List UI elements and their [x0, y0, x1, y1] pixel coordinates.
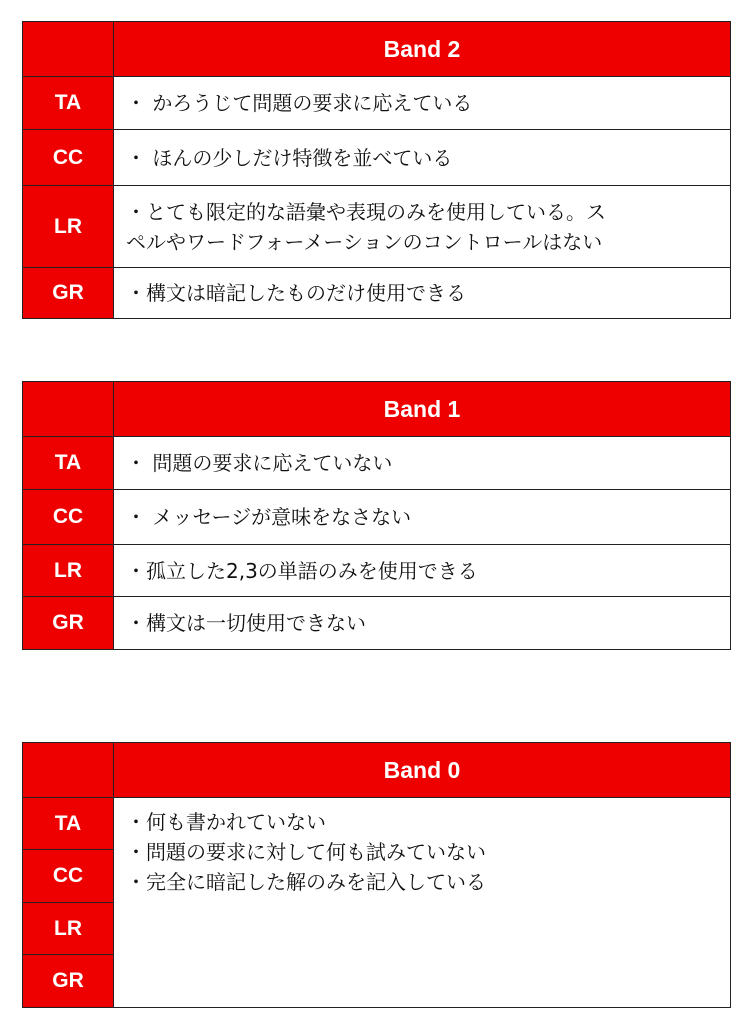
criterion-code: GR	[23, 268, 114, 319]
criterion-code: GR	[23, 955, 114, 1008]
criterion-row-cc	[23, 490, 731, 545]
criterion-code: GR	[23, 597, 114, 650]
criterion-code: LR	[23, 903, 114, 955]
description-line: ・とても限定的な語彙や表現のみを使用している。ス	[126, 199, 606, 224]
band-header-row	[23, 743, 731, 798]
header-empty-cell	[23, 743, 114, 798]
description-line: ペルやワードフォーメーションのコントロールはない	[126, 229, 603, 254]
band-1-table	[22, 381, 731, 650]
criterion-description	[114, 437, 731, 490]
header-empty-cell	[23, 22, 114, 77]
band-2-table	[22, 21, 731, 319]
criterion-row-ta	[23, 798, 731, 850]
criterion-description	[114, 798, 731, 1008]
description-line: ・ かろうじて問題の要求に応えている	[126, 91, 473, 115]
description-line: ・構文は暗記したものだけ使用できる	[126, 281, 466, 305]
criterion-row-ta	[23, 77, 731, 130]
criterion-row-cc	[23, 130, 731, 186]
criterion-description	[114, 597, 731, 650]
description-line: ・問題の要求に対して何も試みていない	[126, 840, 486, 864]
band-0-table	[22, 742, 731, 1008]
band-header-row	[23, 382, 731, 437]
description-line: ・ ほんの少しだけ特徴を並べている	[126, 145, 453, 170]
criterion-code: TA	[23, 798, 114, 850]
band-title: Band 1	[114, 382, 731, 437]
description-line: ・ メッセージが意味をなさない	[126, 505, 412, 529]
criterion-description	[114, 268, 731, 319]
description-line: ・構文は一切使用できない	[126, 611, 366, 635]
criterion-code: CC	[23, 490, 114, 545]
description-line: ・孤立した2,3の単語のみを使用できる	[126, 558, 478, 583]
criterion-row-ta	[23, 437, 731, 490]
criterion-row-lr	[23, 186, 731, 268]
criterion-description	[114, 130, 731, 186]
band-title: Band 0	[114, 743, 731, 798]
header-empty-cell	[23, 382, 114, 437]
criterion-description	[114, 186, 731, 268]
criterion-description	[114, 490, 731, 545]
criterion-code: LR	[23, 545, 114, 597]
description-line: ・完全に暗記した解のみを記入している	[126, 870, 486, 894]
criterion-description	[114, 77, 731, 130]
description-line: ・何も書かれていない	[126, 810, 326, 834]
criterion-code: CC	[23, 130, 114, 186]
criterion-description	[114, 545, 731, 597]
description-line: ・ 問題の要求に応えていない	[126, 451, 393, 475]
criterion-row-gr	[23, 597, 731, 650]
criterion-row-lr	[23, 545, 731, 597]
criterion-code: TA	[23, 437, 114, 490]
criterion-code: TA	[23, 77, 114, 130]
band-title: Band 2	[114, 22, 731, 77]
criterion-code: LR	[23, 186, 114, 268]
criterion-row-gr	[23, 268, 731, 319]
band-header-row	[23, 22, 731, 77]
criterion-code: CC	[23, 850, 114, 903]
